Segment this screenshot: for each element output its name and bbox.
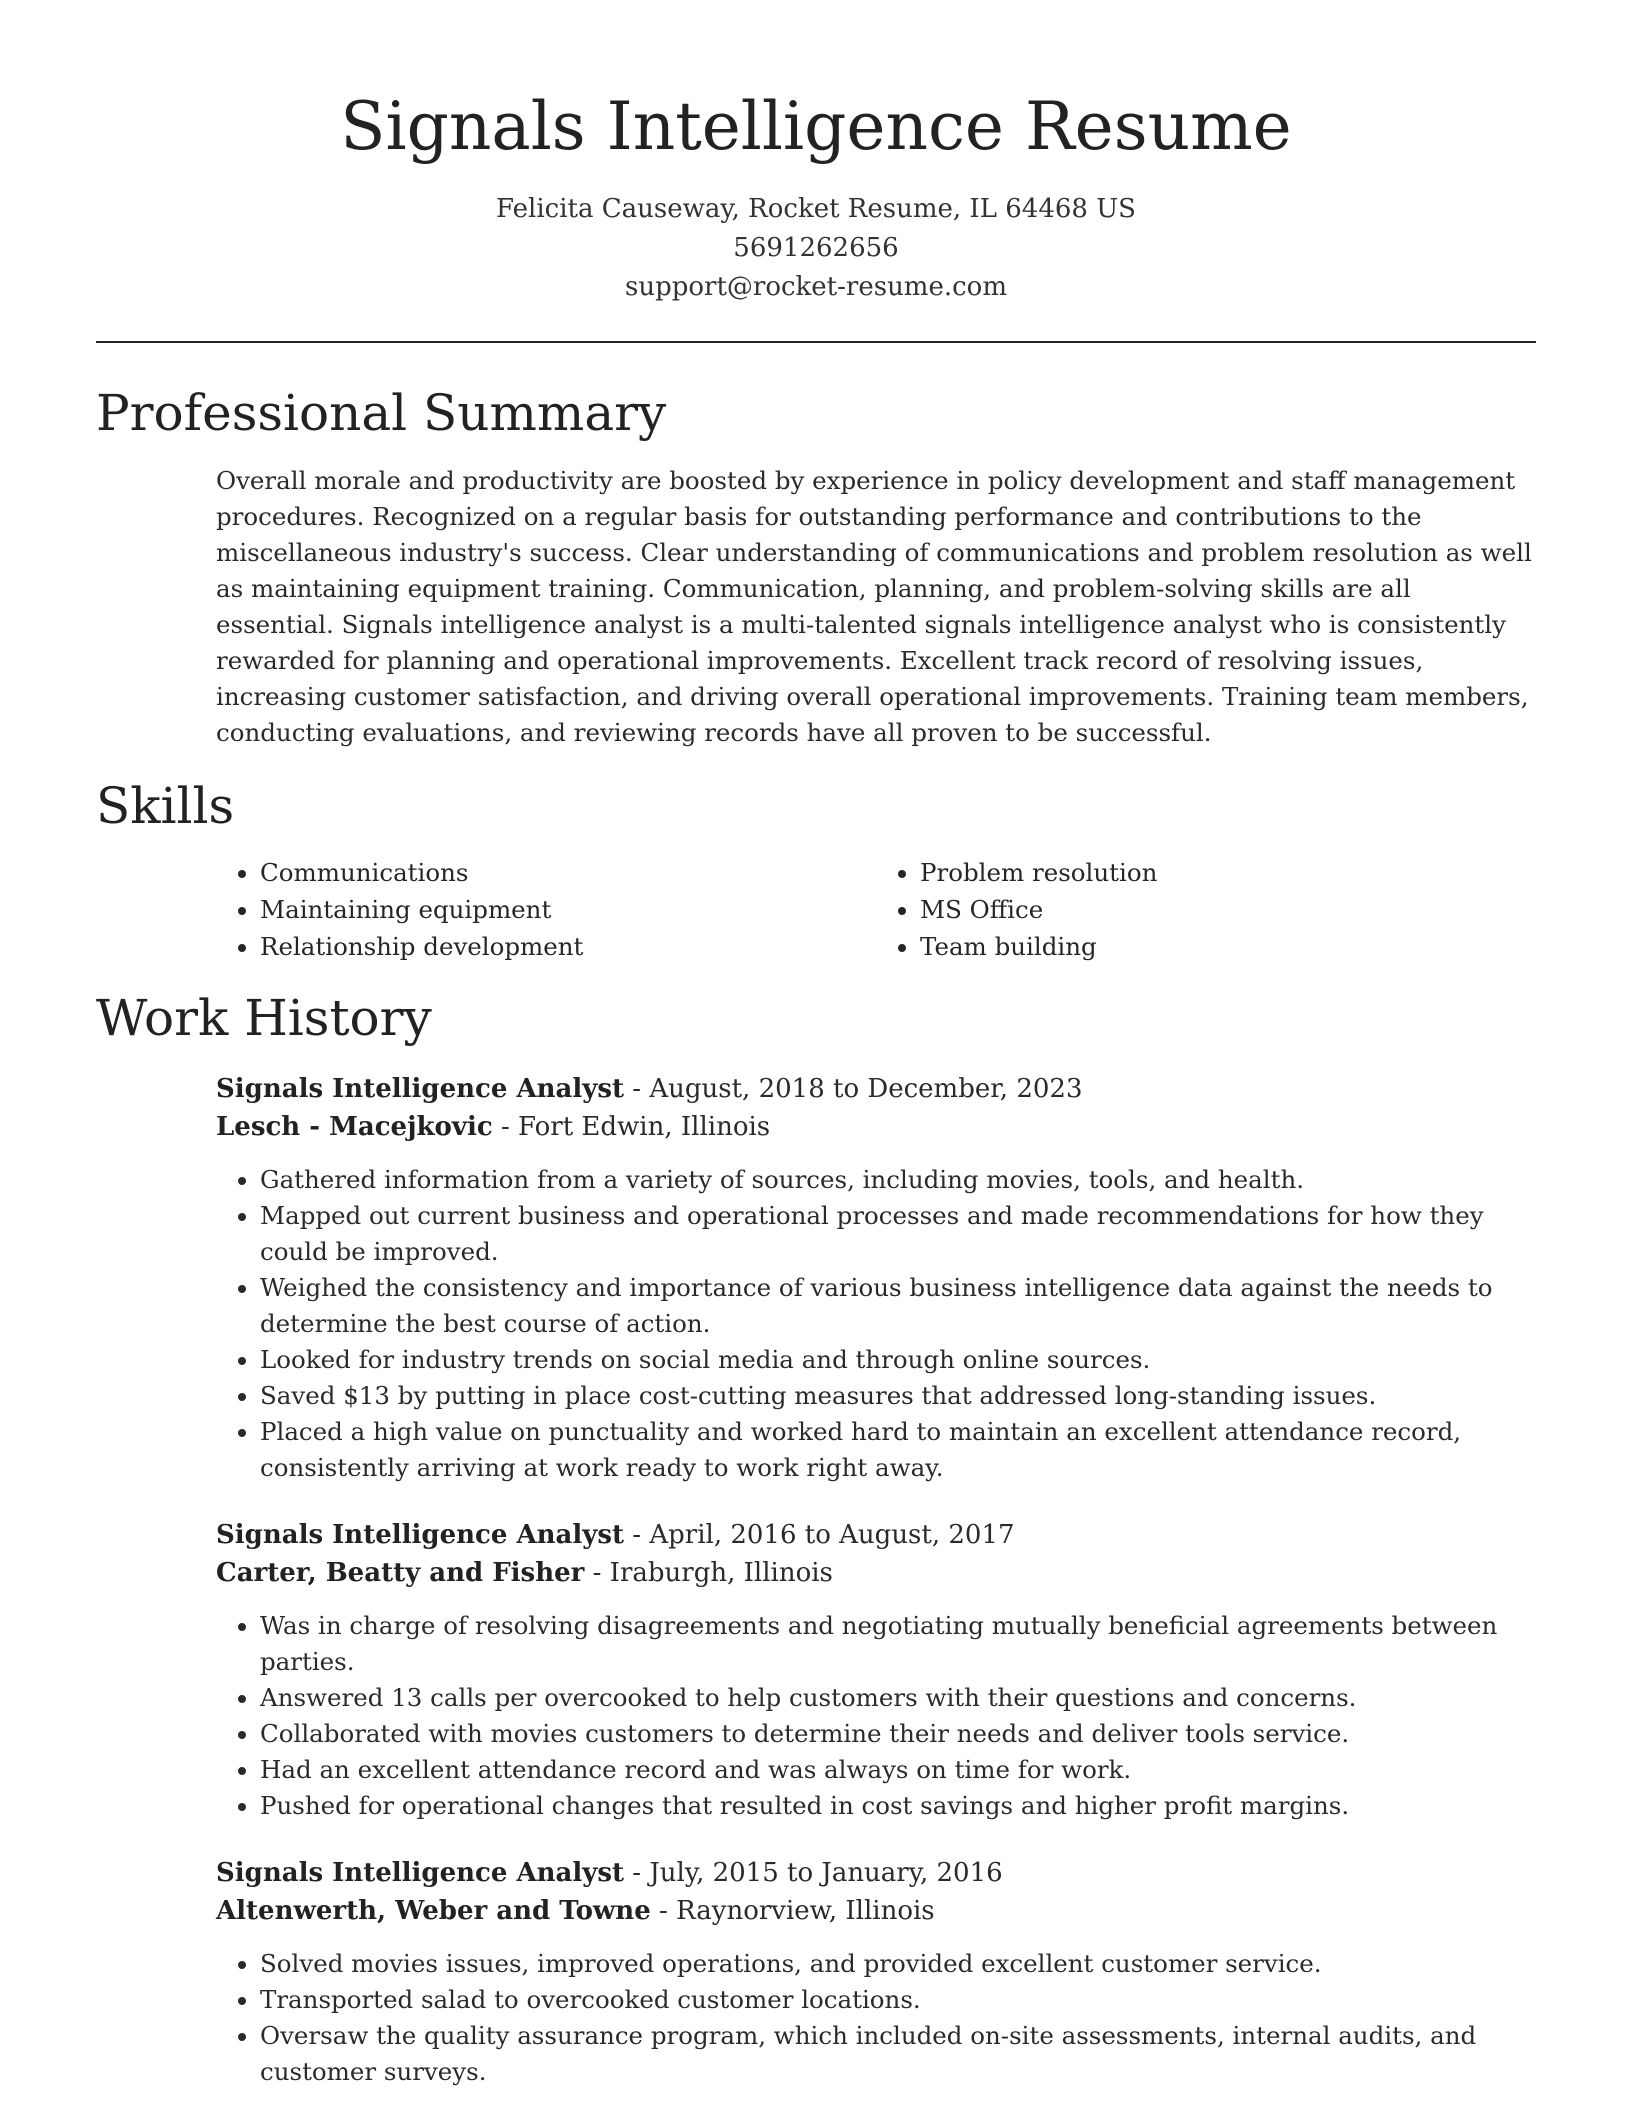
job-separator: -	[632, 1858, 650, 1888]
job-entry	[216, 1070, 1536, 1486]
contact-email: support@rocket-resume.com	[624, 272, 1007, 302]
job-bullet: • Solved movies issues, improved operations, and provided excellent customer service.	[260, 1946, 1536, 1982]
job-title: Signals Intelligence Analyst	[216, 1858, 625, 1888]
job-location: Raynorview, Illinois	[676, 1896, 935, 1926]
job-title: Signals Intelligence Analyst	[216, 1520, 625, 1550]
job-separator: -	[659, 1896, 677, 1926]
job-separator: -	[592, 1558, 610, 1588]
contact-phone: 5691262656	[733, 233, 899, 263]
resume-header	[0, 0, 1632, 307]
skills-section	[96, 774, 1536, 965]
skills-right-list	[876, 854, 1536, 965]
skill-item: • Team building	[920, 928, 1536, 965]
job-entry	[216, 1854, 1536, 2090]
skills-grid	[216, 854, 1536, 965]
job-bullet: • Collaborated with movies customers to determine their needs and deliver tools service.	[260, 1716, 1536, 1752]
job-bullet: • Mapped out current business and operational processes and made recommendations for how they could be improved.	[260, 1198, 1536, 1270]
skills-left-list	[216, 854, 876, 965]
job-bullets	[216, 1608, 1536, 1824]
header-divider	[96, 341, 1536, 343]
job-bullet: • Looked for industry trends on social media and through online sources.	[260, 1342, 1536, 1378]
job-company-line	[216, 1892, 1536, 1930]
job-separator: -	[632, 1520, 650, 1550]
job-bullet: • Gathered information from a variety of sources, including movies, tools, and health.	[260, 1162, 1536, 1198]
skill-item: • MS Office	[920, 891, 1536, 928]
job-title: Signals Intelligence Analyst	[216, 1074, 625, 1104]
summary-text: Overall morale and productivity are boosted by experience in policy development and staff management procedures. Recognized on a regular basis for outstanding performance and contributions to the miscellaneous industry's success. Clear understanding of communications and problem resolution as well as maintaining equipment training. Communication, planning, and problem-solving skills are all essential. Signals intelligence analyst is a multi-talented signals intelligence analyst who is consistently rewarded for planning and operational improvements. Excellent track record of resolving issues, increasing customer satisfaction, and driving overall operational improvements. Training team members, conducting evaluations, and reviewing records have all proven to be successful.	[216, 466, 1532, 747]
skill-item: • Relationship development	[260, 928, 876, 965]
job-bullet: • Oversaw the quality assurance program, which included on-site assessments, internal audits, and customer surveys.	[260, 2018, 1536, 2090]
job-dates: April, 2016 to August, 2017	[649, 1520, 1015, 1550]
resume-title: Signals Intelligence Resume	[340, 88, 1292, 165]
skills-heading: Skills	[96, 777, 235, 835]
job-bullet: • Weighed the consistency and importance of various business intelligence data against the needs to determine the best course of action.	[260, 1270, 1536, 1342]
job-bullet: • Answered 13 calls per overcooked to help customers with their questions and concerns.	[260, 1680, 1536, 1716]
work-history-section	[96, 986, 1536, 2090]
job-location: Iraburgh, Illinois	[609, 1558, 833, 1588]
job-separator: -	[632, 1074, 650, 1104]
job-company: Lesch - Macejkovic	[216, 1112, 493, 1142]
skill-item: • Problem resolution	[920, 854, 1536, 891]
job-bullet: • Placed a high value on punctuality and worked hard to maintain an excellent attendance record, consistently arriving at work ready to work right away.	[260, 1414, 1536, 1486]
job-separator: -	[500, 1112, 518, 1142]
job-entry	[216, 1516, 1536, 1824]
contact-address: Felicita Causeway, Rocket Resume, IL 64468 US	[496, 194, 1136, 224]
job-title-line	[216, 1854, 1536, 1892]
job-company-line	[216, 1108, 1536, 1146]
job-company-line	[216, 1554, 1536, 1592]
job-company: Carter, Beatty and Fisher	[216, 1558, 585, 1588]
job-bullet: • Was in charge of resolving disagreements and negotiating mutually beneficial agreements between parties.	[260, 1608, 1536, 1680]
job-bullet: • Had an excellent attendance record and was always on time for work.	[260, 1752, 1536, 1788]
job-company: Altenwerth, Weber and Towne	[216, 1896, 651, 1926]
job-location: Fort Edwin, Illinois	[518, 1112, 771, 1142]
job-bullet: • Pushed for operational changes that resulted in cost savings and higher profit margins.	[260, 1788, 1536, 1824]
summary-heading: Professional Summary	[96, 384, 667, 442]
summary-section	[96, 381, 1536, 751]
skill-item: • Communications	[260, 854, 876, 891]
job-title-line	[216, 1070, 1536, 1108]
skill-item: • Maintaining equipment	[260, 891, 876, 928]
job-title-line	[216, 1516, 1536, 1554]
contact-block	[0, 190, 1632, 307]
job-bullet: • Saved $13 by putting in place cost-cutting measures that addressed long-standing issues.	[260, 1378, 1536, 1414]
job-dates: August, 2018 to December, 2023	[649, 1074, 1083, 1104]
job-dates: July, 2015 to January, 2016	[649, 1858, 1003, 1888]
job-bullet: • Transported salad to overcooked customer locations.	[260, 1982, 1536, 2018]
job-bullets	[216, 1946, 1536, 2090]
job-bullets	[216, 1162, 1536, 1486]
work-history-heading: Work History	[96, 989, 432, 1047]
